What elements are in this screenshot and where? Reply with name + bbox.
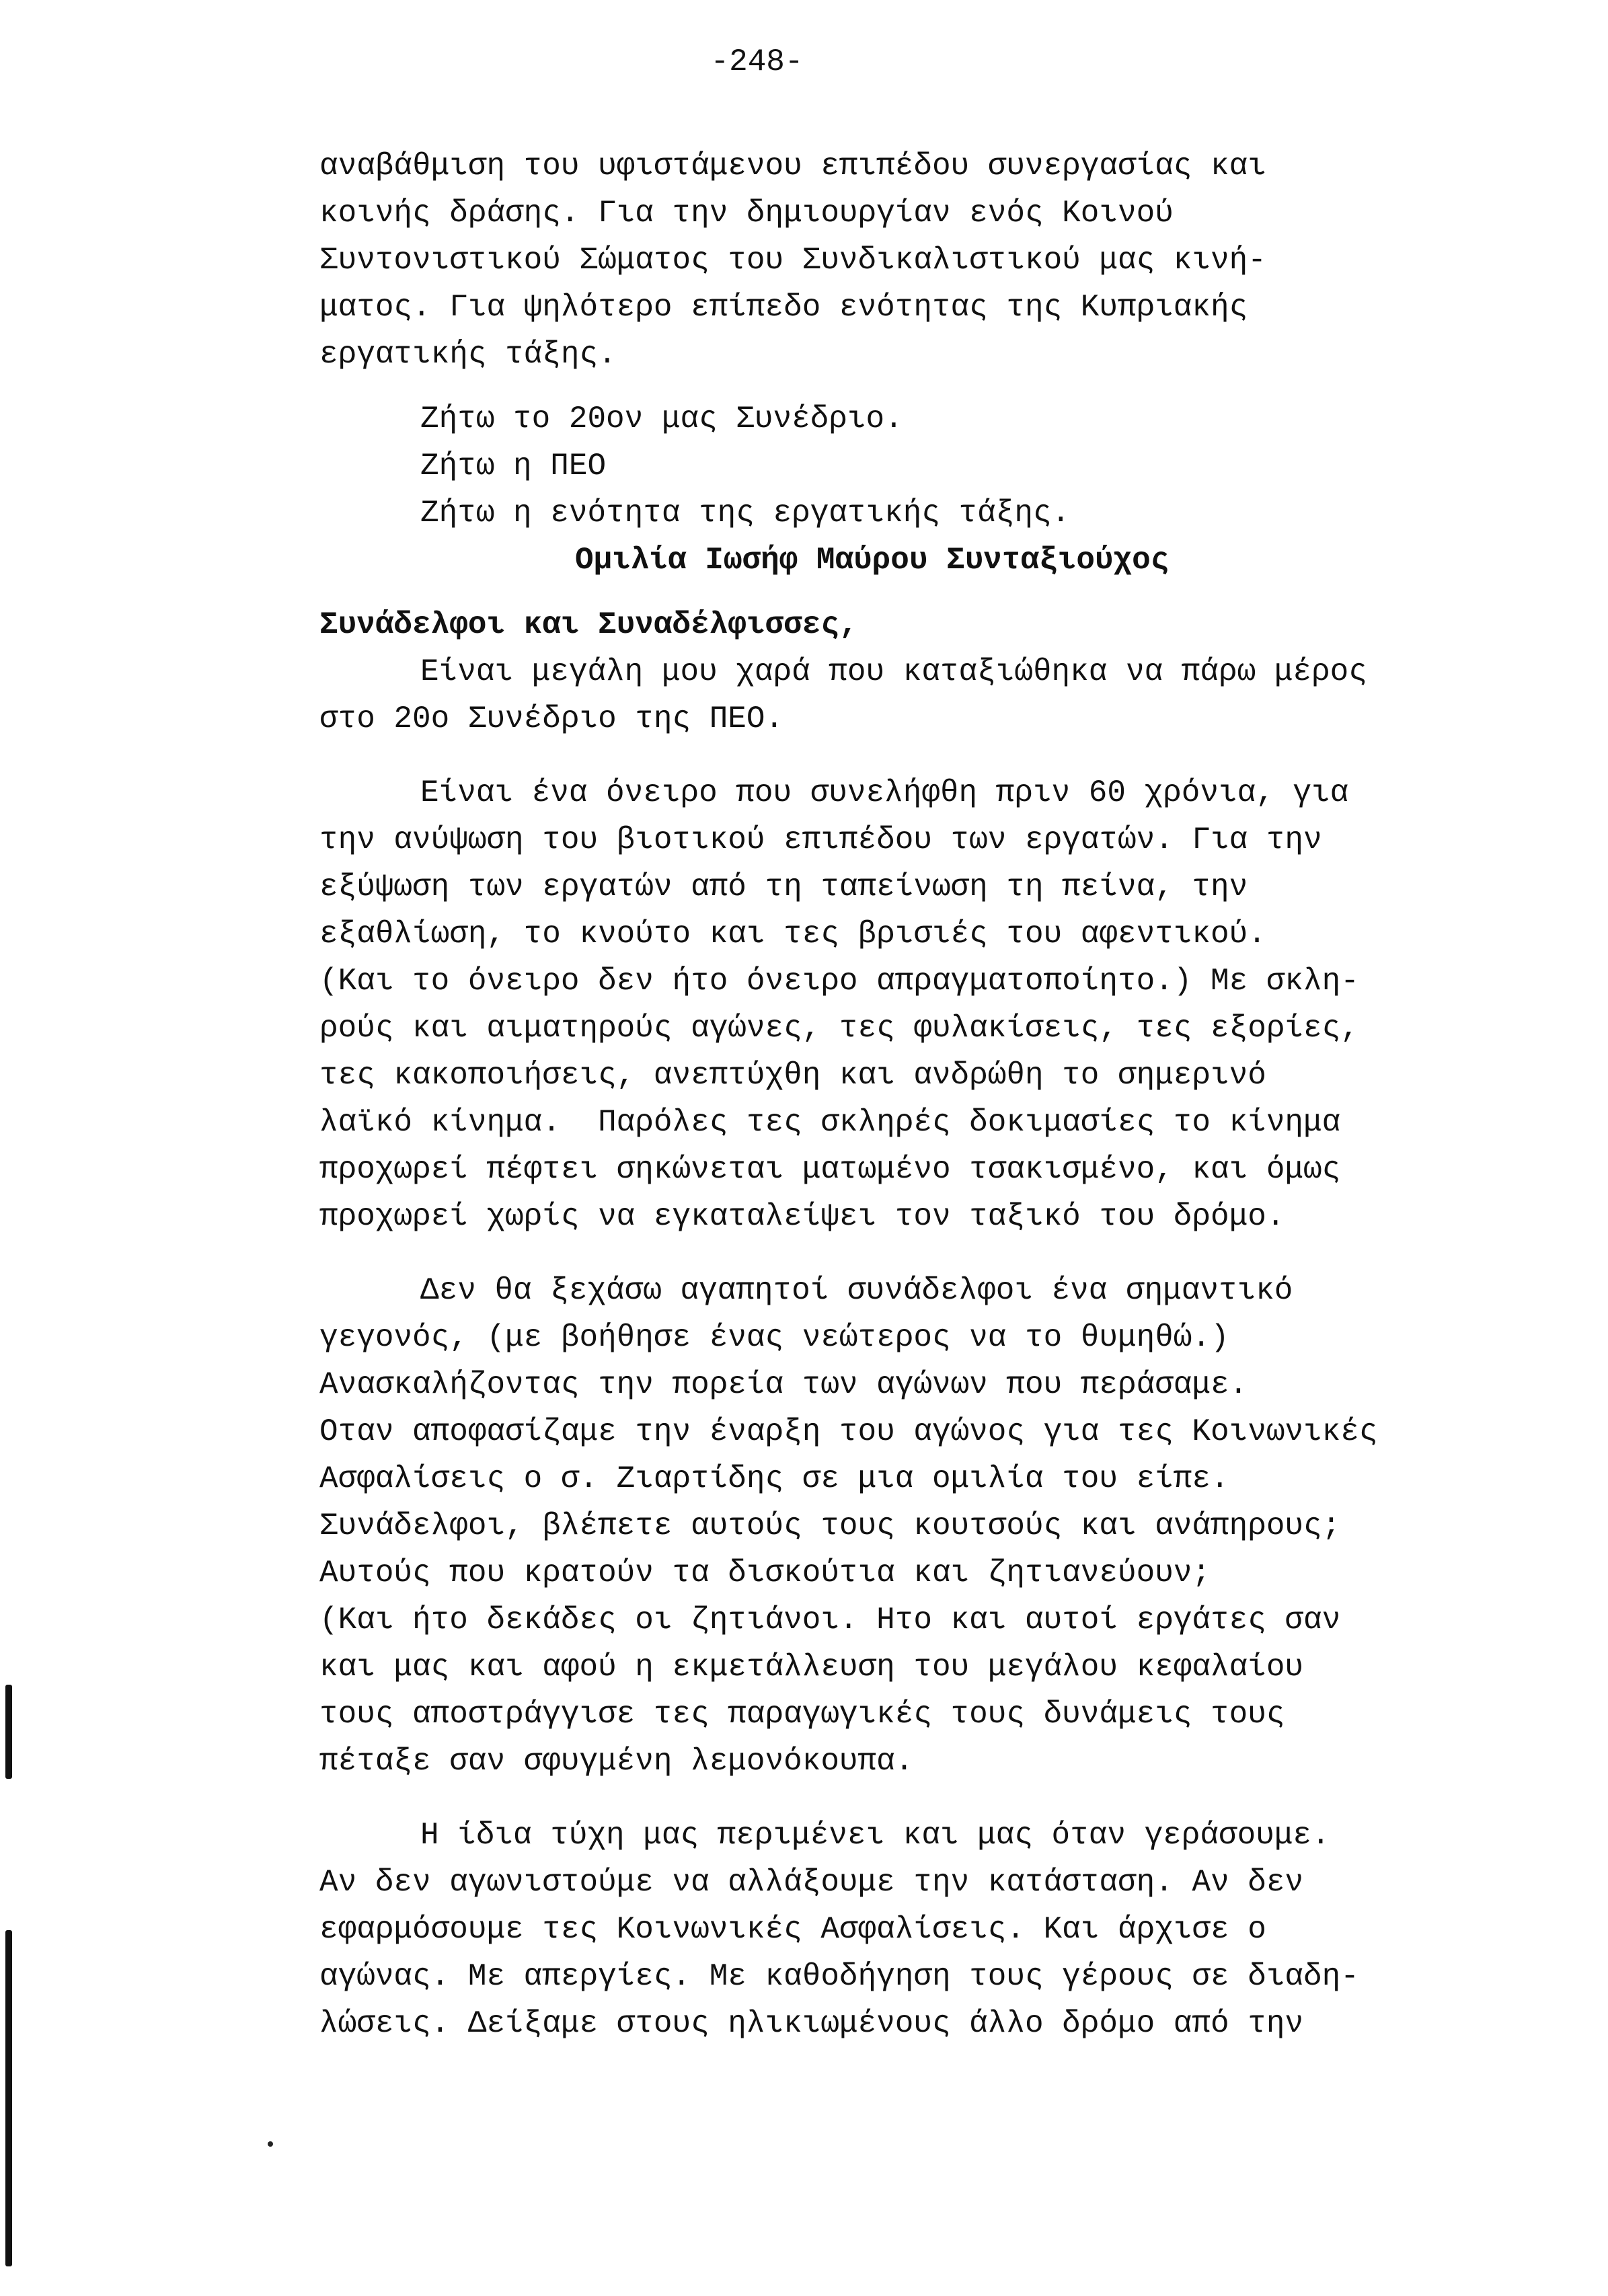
text-line: ματος. Για ψηλότερο επίπεδο ενότητας της Κυπριακής (319, 290, 1248, 325)
text-line: προχωρεί πέφτει σηκώνεται ματωμένο τσακισμένο, και όμως (319, 1152, 1341, 1187)
text-line: πέταξε σαν σφυγμένη λεμονόκουπα. (319, 1744, 914, 1779)
text-line: εφαρμόσουμε τες Κοινωνικές Ασφαλίσεις. Και άρχισε ο (319, 1912, 1266, 1947)
text-line: Δεν θα ξεχάσω αγαπητοί συνάδελφοι ένα σημαντικό (420, 1273, 1293, 1308)
text-line: ρούς και αιματηρούς αγώνες, τες φυλακίσεις, τες εξορίες, (319, 1011, 1359, 1046)
text-line: και μας και αφού η εκμετάλλευση του μεγάλου κεφαλαίου (319, 1650, 1304, 1685)
page-number: -248- (710, 44, 804, 79)
text-line: Αν δεν αγωνιστούμε να αλλάξουμε την κατάσταση. Αν δεν (319, 1865, 1304, 1900)
paragraph-1 (319, 143, 1503, 378)
text-line: προχωρεί χωρίς να εγκαταλείψει τον ταξικό του δρόμο. (319, 1199, 1285, 1234)
text-line: Είναι ένα όνειρο που συνελήφθη πριν 60 χρόνια, για (420, 775, 1349, 810)
scan-dot (268, 2141, 273, 2147)
paragraph-2 (319, 648, 1503, 742)
paragraph-3 (319, 769, 1503, 1240)
text-line: αγώνας. Με απεργίες. Με καθοδήγηση τους γέρους σε διαδη- (319, 1959, 1359, 1994)
text-line: λώσεις. Δείξαμε στους ηλικιωμένους άλλο δρόμο από την (319, 2006, 1304, 2041)
slogan-line: Ζήτω η ενότητα της εργατικής τάξης. (420, 496, 1071, 531)
text-line: στο 20ο Συνέδριο της ΠΕΟ. (319, 701, 784, 736)
text-line: (Και ήτο δεκάδες οι ζητιάνοι. Ητο και αυτοί εργάτες σαν (319, 1603, 1341, 1638)
text-line: Η ίδια τύχη μας περιμένει και μας όταν γεράσουμε. (420, 1818, 1330, 1853)
text-line: (Και το όνειρο δεν ήτο όνειρο απραγματοποίητο.) Με σκλη- (319, 964, 1359, 999)
text-line: Οταν αποφασίζαμε την έναρξη του αγώνος για τες Κοινωνικές (319, 1414, 1378, 1449)
text-line: εξαθλίωση, το κνούτο και τες βρισιές του αφεντικού. (319, 917, 1266, 952)
scan-mark (5, 1930, 12, 2266)
text-line: αναβάθμιση του υφιστάμενου επιπέδου συνεργασίας και (319, 149, 1266, 184)
text-line: κοινής δράσης. Για την δημιουργίαν ενός Κοινού (319, 196, 1174, 231)
text-line: Συντονιστικού Σώματος του Συνδικαλιστικού μας κινή- (319, 243, 1266, 278)
salutation: Συνάδελφοι και Συναδέλφισσες, (319, 607, 858, 642)
text-line: εργατικής τάξης. (319, 337, 617, 372)
slogan-line: Ζήτω το 20ον μας Συνέδριο. (420, 401, 903, 436)
slogans (319, 395, 1503, 537)
paragraph-4 (319, 1267, 1503, 1785)
paragraph-5 (319, 1812, 1503, 2047)
slogan-line: Ζήτω η ΠΕΟ (420, 449, 607, 484)
text-line: Αυτούς που κρατούν τα δισκούτια και ζητιανεύουν; (319, 1556, 1211, 1591)
scan-mark (5, 1685, 12, 1779)
text-line: εξύψωση των εργατών από τη ταπείνωση τη πείνα, την (319, 870, 1248, 905)
text-line: τες κακοποιήσεις, ανεπτύχθη και ανδρώθη το σημερινό (319, 1058, 1266, 1093)
text-line: Συνάδελφοι, βλέπετε αυτούς τους κουτσούς και ανάπηρους; (319, 1508, 1341, 1543)
text-line: την ανύψωση του βιοτικού επιπέδου των εργατών. Για την (319, 822, 1322, 857)
text-line: λαϊκό κίνημα. Παρόλες τες σκληρές δοκιμασίες το κίνημα (319, 1105, 1341, 1140)
text-line: τους αποστράγγισε τες παραγωγικές τους δυνάμεις τους (319, 1697, 1285, 1732)
text-line: γεγονός, (με βοήθησε ένας νεώτερος να το θυμηθώ.) (319, 1320, 1229, 1355)
text-line: Ασφαλίσεις ο σ. Ζιαρτίδης σε μια ομιλία του είπε. (319, 1461, 1229, 1496)
text-line: Είναι μεγάλη μου χαρά που καταξιώθηκα να πάρω μέρος (420, 654, 1367, 689)
speech-heading: Ομιλία Ιωσήφ Μαύρου Συνταξιούχος (575, 543, 1170, 578)
body-text (319, 143, 1503, 2047)
text-line: Ανασκαλήζοντας την πορεία των αγώνων που περάσαμε. (319, 1367, 1248, 1402)
